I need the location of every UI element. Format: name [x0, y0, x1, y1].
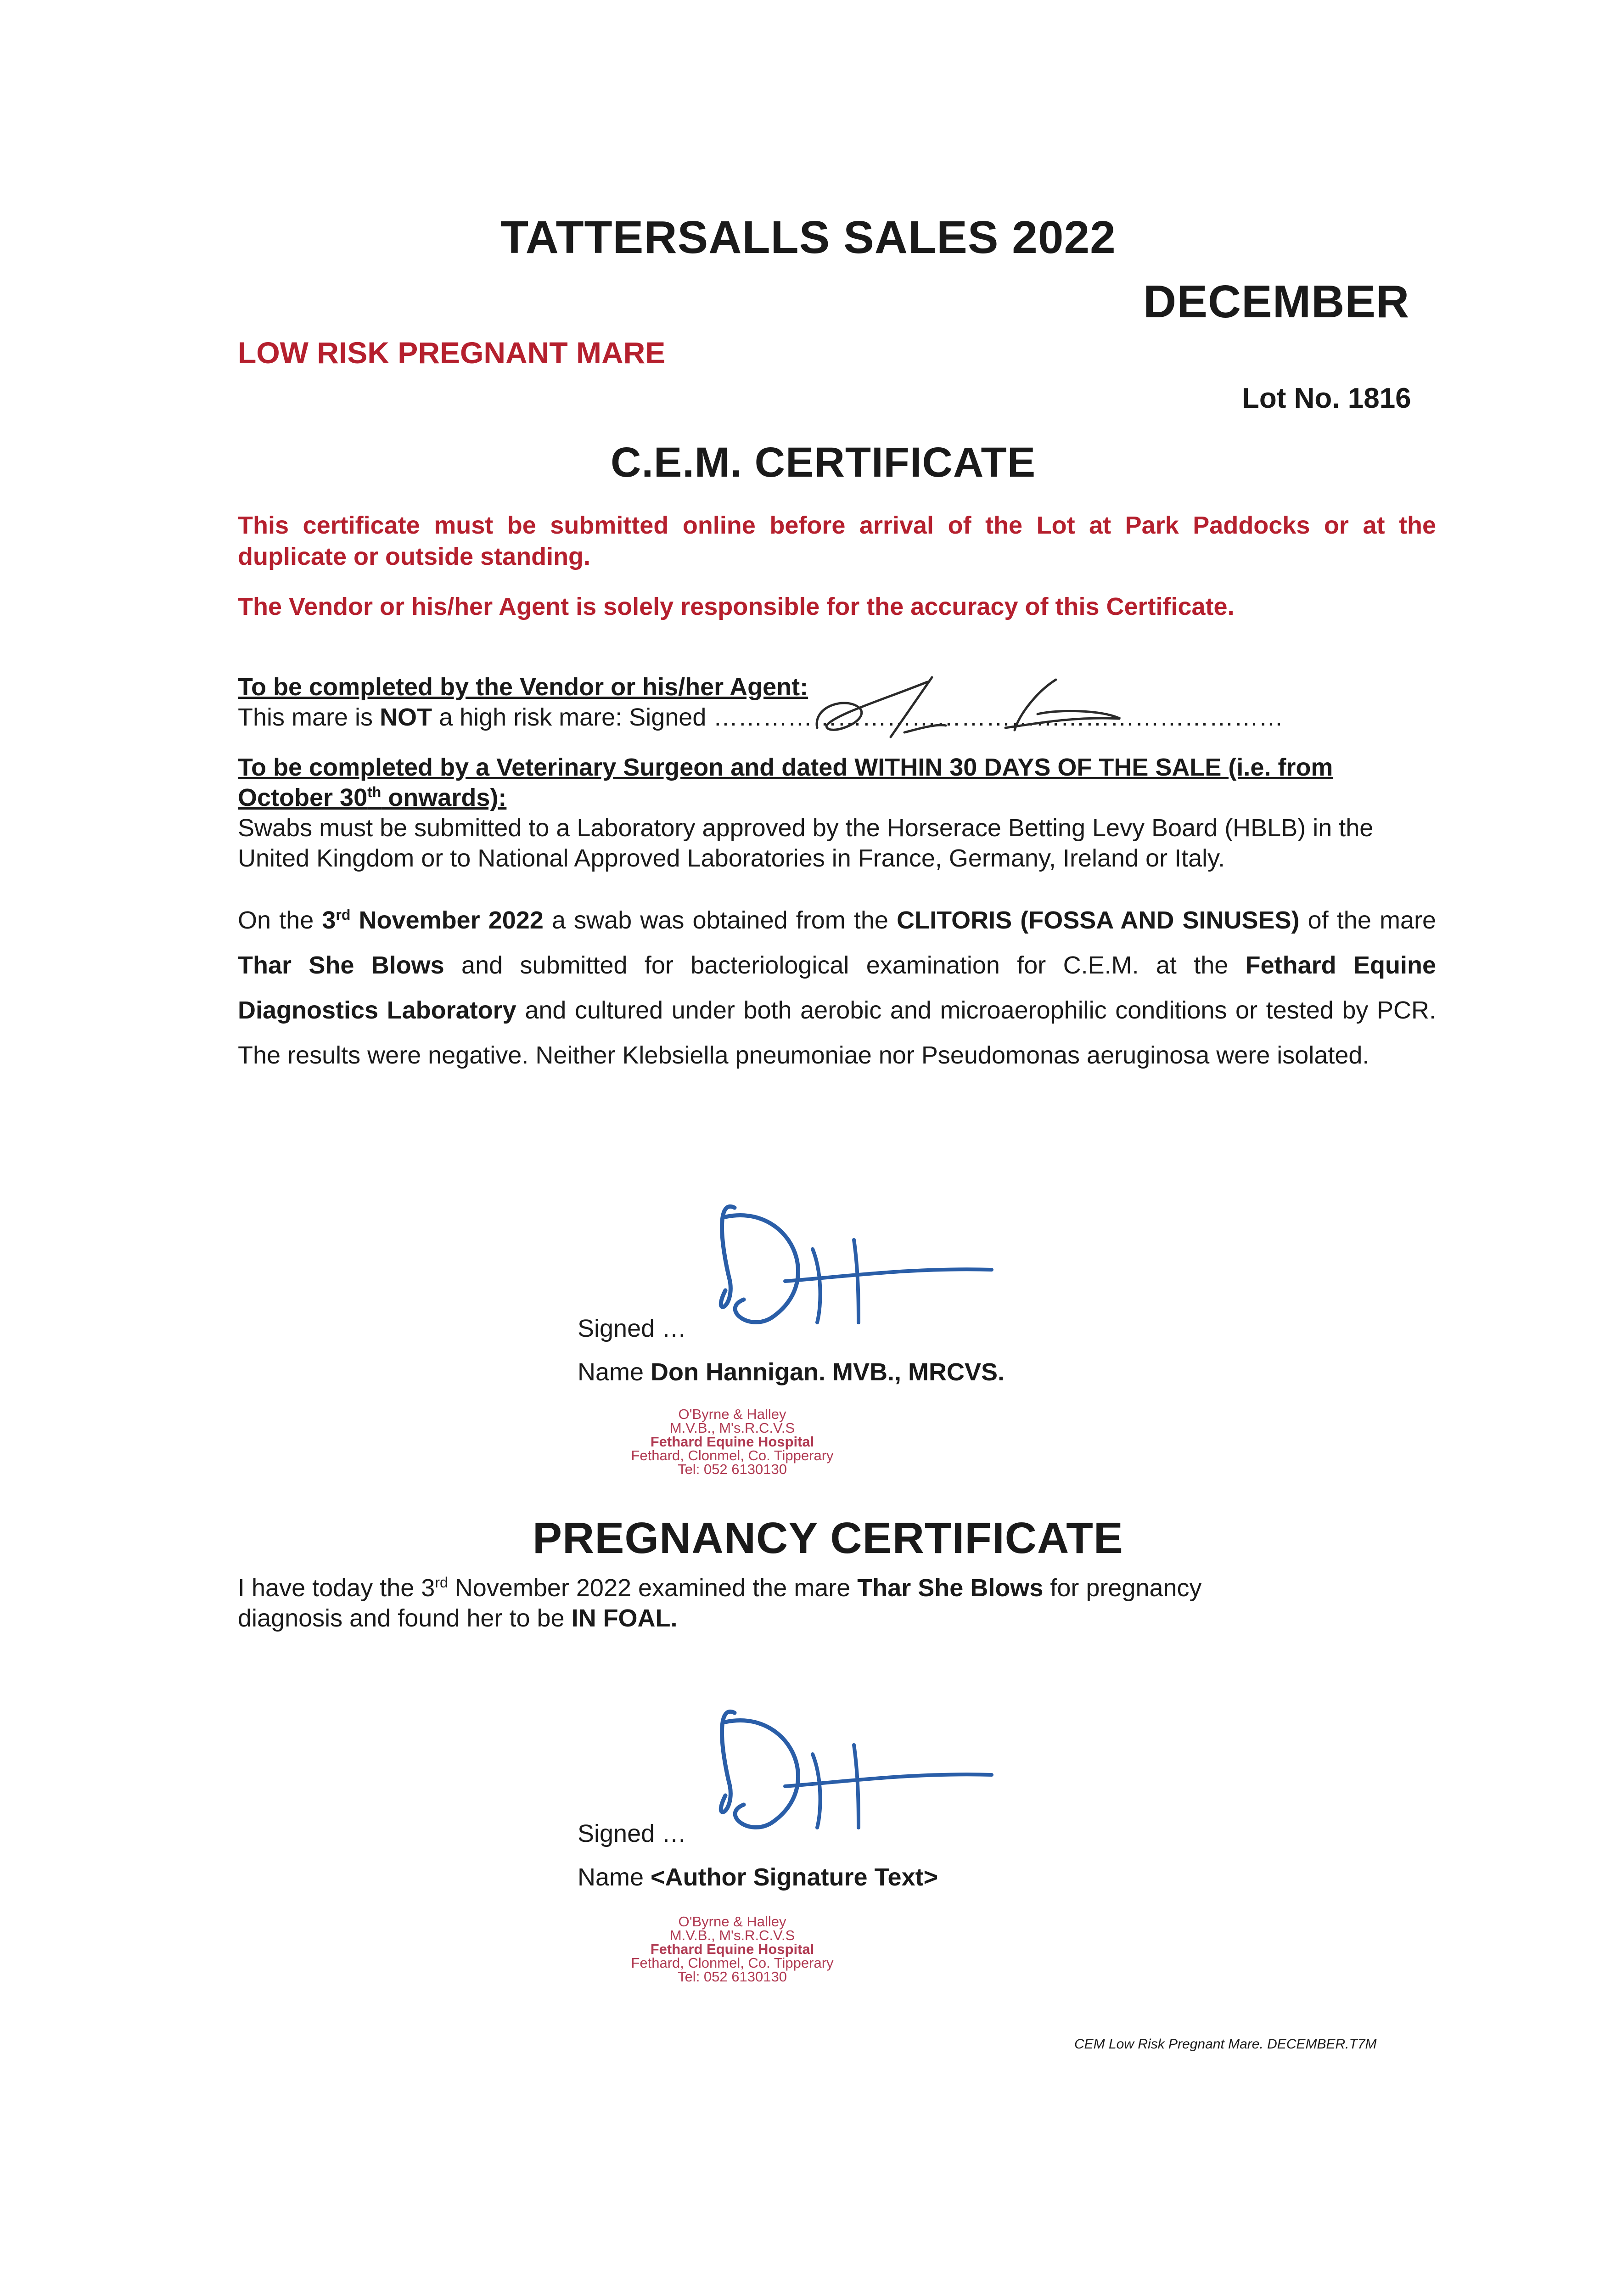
vet-heading-line-2: [238, 782, 1436, 813]
submission-notice: This certificate must be submitted online before arrival of the Lot at Park Paddocks or at the duplicate or outside standing.: [238, 512, 1436, 570]
stamp-line-1: O'Byrne & Halley: [678, 1913, 786, 1930]
preg-post: for pregnancy diagnosis and found her to be: [238, 1574, 1202, 1632]
vet-heading-date: October 30: [238, 784, 368, 811]
preg-signatory: [578, 1862, 938, 1892]
preg-result: IN FOAL.: [571, 1604, 678, 1632]
p-rest: and cultured under both aerobic and microaerophilic conditions or tested by PCR. The results were negative. Neither Klebsiella pneumoniae nor Pseudomonas aeruginosa were isolated.: [238, 996, 1436, 1069]
preg-name-label: Name: [578, 1863, 651, 1891]
p-site: CLITORIS (FOSSA AND SINUSES): [897, 906, 1300, 934]
lot-value: 1816: [1347, 383, 1411, 414]
lot-label: Lot No.: [1242, 383, 1340, 414]
document-reference: CEM Low Risk Pregnant Mare. DECEMBER.T7M: [1074, 2037, 1377, 2052]
p-month-year: November 2022: [350, 906, 544, 934]
practice-stamp-1: [583, 1407, 881, 1476]
cem-signed-label: Signed …: [578, 1315, 687, 1342]
responsibility-notice: The Vendor or his/her Agent is solely responsible for the accuracy of this Certificate.: [238, 593, 1235, 620]
p-submitted: and submitted for bacteriological examination for C.E.M. at the: [444, 951, 1246, 979]
stamp-line-5: Tel: 052 6130130: [678, 1461, 787, 1477]
stamp-line-5: Tel: 052 6130130: [678, 1969, 787, 1985]
pregnancy-paragraph: [238, 1573, 1298, 1633]
p-day: 3: [322, 906, 336, 934]
lot-number: [1242, 382, 1411, 415]
preg-name-value: <Author Signature Text>: [651, 1863, 938, 1891]
cem-name-value: Don Hannigan. MVB., MRCVS.: [651, 1358, 1005, 1386]
swab-note: Swabs must be submitted to a Laboratory approved by the Horserace Betting Levy Board (HBLB) in the United Kingdom or to National Approved Laboratories in France, Germany, Ireland or Italy.: [238, 814, 1374, 872]
vet-signature-pregnancy: [707, 1694, 1010, 1846]
vet-heading-tail: onwards):: [381, 784, 507, 811]
preg-day: 3: [421, 1574, 435, 1602]
preg-signed-label: Signed …: [578, 1820, 687, 1847]
cem-heading: C.E.M. CERTIFICATE: [611, 439, 1036, 486]
cem-signatory: [578, 1357, 1005, 1387]
stamp-line-1: O'Byrne & Halley: [678, 1406, 786, 1422]
stamp-line-4: Fethard, Clonmel, Co. Tipperary: [631, 1447, 834, 1463]
vet-heading-sup: th: [367, 784, 382, 800]
p-on: On the: [238, 906, 322, 934]
cem-result-paragraph: [238, 898, 1436, 1078]
mare-category: LOW RISK PREGNANT MARE: [238, 336, 666, 370]
stamp-line-2: M.V.B., M's.R.C.V.S: [669, 1420, 795, 1436]
preg-pre: I have today the: [238, 1574, 421, 1602]
stamp-line-4: Fethard, Clonmel, Co. Tipperary: [631, 1955, 834, 1971]
vendor-line-post: a high risk mare: Signed: [432, 703, 713, 731]
page-title: TATTERSALLS SALES 2022: [500, 212, 1116, 263]
vendor-signature-line: ……………………………………………………………: [713, 703, 1284, 731]
preg-day-sup: rd: [435, 1574, 448, 1591]
cem-name-label: Name: [578, 1358, 651, 1386]
stamp-line-3: Fethard Equine Hospital: [650, 1941, 814, 1957]
preg-mid: November 2022 examined the mare: [448, 1574, 858, 1602]
vendor-line-not: NOT: [380, 703, 432, 731]
pregnancy-heading: PREGNANCY CERTIFICATE: [533, 1514, 1123, 1563]
preg-mare: Thar She Blows: [857, 1574, 1044, 1602]
p-day-sup: rd: [336, 906, 351, 923]
sale-name: DECEMBER: [1143, 276, 1410, 327]
stamp-line-2: M.V.B., M's.R.C.V.S: [669, 1927, 795, 1943]
stamp-line-3: Fethard Equine Hospital: [650, 1434, 814, 1450]
vendor-signature: [799, 673, 1157, 742]
vendor-line-pre: This mare is: [238, 703, 380, 731]
vet-heading-line-1: To be completed by a Veterinary Surgeon and dated WITHIN 30 DAYS OF THE SALE (i.e. from: [238, 754, 1333, 781]
vet-signature-cem: [707, 1189, 1010, 1341]
p-mare: Thar She Blows: [238, 951, 444, 979]
p-of-the-mare: of the mare: [1299, 906, 1437, 934]
vet-section: [238, 752, 1436, 873]
p-lab: Fethard Equine Diagnostics Laboratory: [238, 951, 1436, 1024]
practice-stamp-2: [583, 1915, 881, 1984]
vendor-heading: To be completed by the Vendor or his/her Agent:: [238, 673, 808, 701]
p-swab: a swab was obtained from the: [543, 906, 897, 934]
